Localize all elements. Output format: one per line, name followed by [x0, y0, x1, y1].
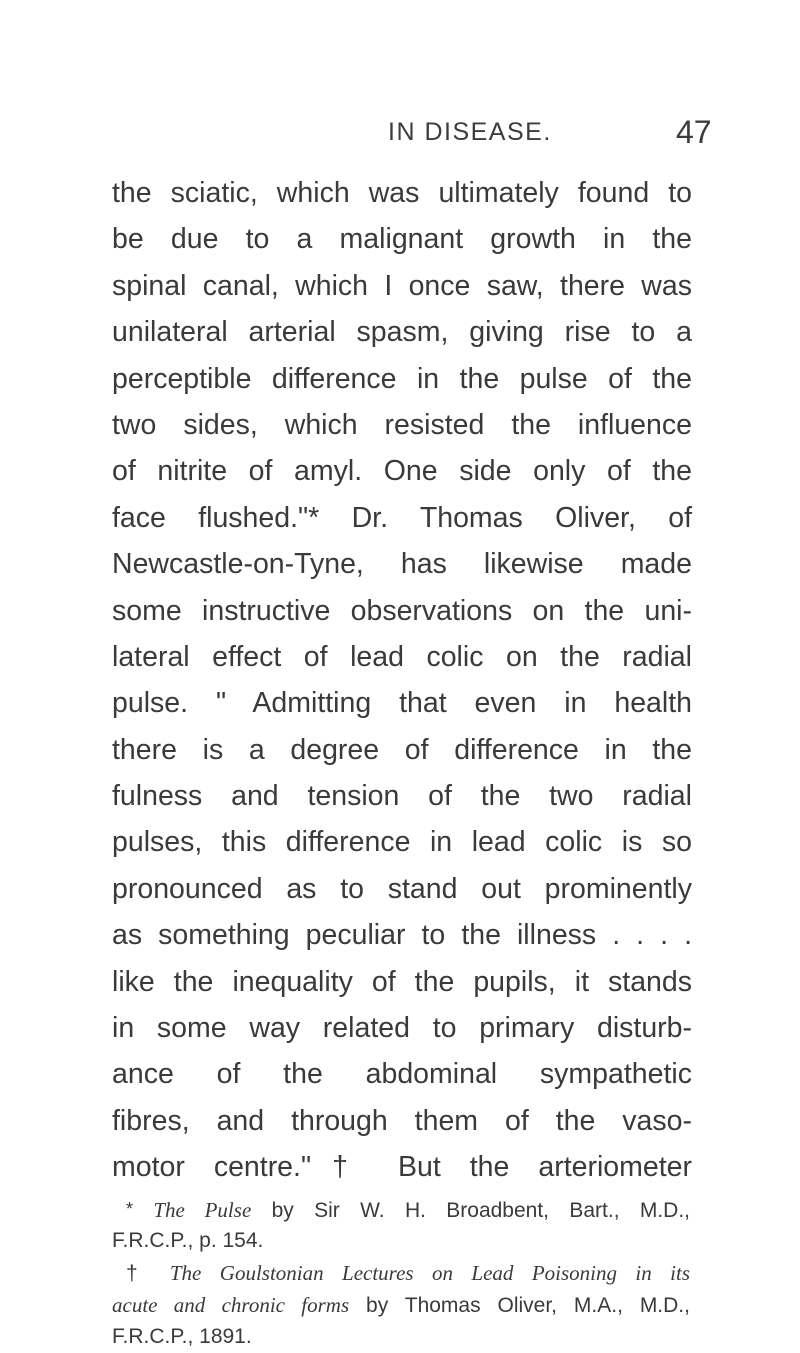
text-line: the sciatic, which was ultimately found to — [112, 177, 692, 209]
running-head — [0, 114, 800, 154]
footnote-2-continuation: F.R.C.P., 1891. — [112, 1325, 252, 1348]
footnote-1-title: The Pulse — [153, 1198, 252, 1222]
text-line: fibres, and through them of the vaso- — [112, 1104, 692, 1137]
footnotes — [112, 1193, 690, 1353]
footnote-2 — [112, 1257, 690, 1289]
text-line: two sides, which resisted the influence — [112, 408, 692, 441]
text-line: some instructive observations on the uni- — [112, 594, 692, 627]
text-line: as something peculiar to the illness . . . . — [112, 919, 692, 952]
text-line: of nitrite of amyl. One side only of the — [112, 455, 692, 488]
footnote-2-mark: † — [126, 1262, 151, 1285]
text-line: motor centre."† But the arteriometer — [112, 1151, 692, 1184]
body-paragraph — [112, 170, 692, 1191]
text-line: perceptible difference in the pulse of the — [112, 362, 692, 395]
footnote-2-line-2 — [112, 1289, 690, 1321]
text-line: pulses, this difference in lead colic is so — [112, 826, 692, 859]
footnote-2-text: by Thomas Oliver, M.A., M.D., — [366, 1294, 690, 1317]
text-line: pulse. " Admitting that even in health — [112, 687, 692, 720]
text-line: Newcastle-on-Tyne, has likewise made — [112, 548, 692, 581]
page-number: 47 — [676, 114, 712, 150]
text-line: like the inequality of the pupils, it stands — [112, 965, 692, 998]
text-line: pronounced as to stand out prominently — [112, 872, 692, 905]
footnote-1-continuation: F.R.C.P., p. 154. — [112, 1229, 264, 1252]
text-line: unilateral arterial spasm, giving rise to a — [112, 316, 692, 349]
running-head-title: IN DISEASE. — [388, 118, 552, 146]
footnote-1 — [112, 1193, 690, 1225]
footnote-2-title-continuation: acute and chronic forms — [112, 1293, 350, 1317]
text-line: face flushed."* Dr. Thomas Oliver, of — [112, 501, 692, 534]
text-line: spinal canal, which I once saw, there was — [112, 269, 692, 302]
footnote-1-mark: * — [126, 1199, 134, 1219]
text-line: fulness and tension of the two radial — [112, 780, 692, 813]
footnote-1-text: by Sir W. H. Broadbent, Bart., M.D., — [271, 1199, 691, 1222]
text-line: lateral effect of lead colic on the radial — [112, 640, 692, 673]
text-line: there is a degree of difference in the — [112, 733, 692, 766]
text-line: in some way related to primary disturb- — [112, 1012, 692, 1045]
footnote-2-title: The Goulstonian Lectures on Lead Poisoning in its — [169, 1261, 690, 1285]
text-line: be due to a malignant growth in the — [112, 223, 692, 256]
text-line: ance of the abdominal sympathetic — [112, 1058, 692, 1091]
